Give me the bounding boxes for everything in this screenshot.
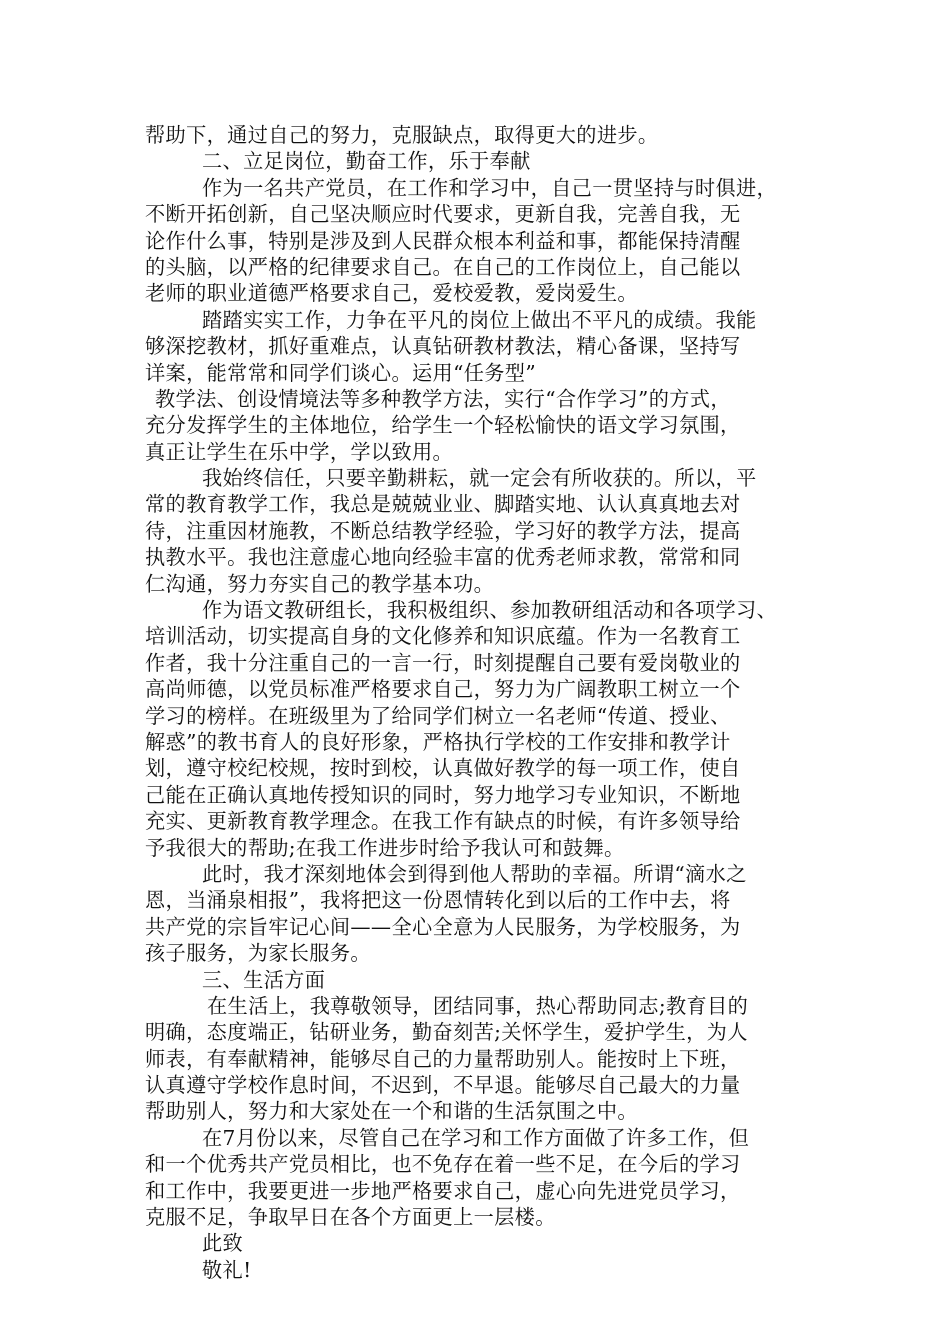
text-line: 老师的职业道德严格要求自己，爱校爱教，爱岗爱生。 <box>145 281 638 306</box>
text-line: 真正让学生在乐中学，学以致用。 <box>145 439 454 464</box>
text-line: 在生活上，我尊敬领导，团结同事，热心帮助同志;教育目的 <box>207 993 749 1018</box>
text-line: 执教水平。我也注意虚心地向经验丰富的优秀老师求教，常常和同 <box>145 545 741 570</box>
text-line: 作者，我十分注重自己的一言一行，时刻提醒自己要有爱岗敬业的 <box>145 650 741 675</box>
text-line: 待，注重因材施教，不断总结教学经验，学习好的教学方法，提高 <box>145 518 741 543</box>
text-line: 的头脑，以严格的纪律要求自己。在自己的工作岗位上，自己能以 <box>145 254 741 279</box>
text-line: 够深挖教材，抓好重难点，认真钻研教材教法，精心备课，坚持写 <box>145 334 741 359</box>
text-line: 己能在正确认真地传授知识的同时，努力地学习专业知识，不断地 <box>145 782 741 807</box>
text-line: 帮助别人，努力和大家处在一个和谐的生活氛围之中。 <box>145 1099 638 1124</box>
text-line: 高尚师德，以党员标准严格要求自己，努力为广阔教职工树立一个 <box>145 677 741 702</box>
text-line: 此时，我才深刻地体会到得到他人帮助的幸福。所谓“滴水之 <box>202 861 747 886</box>
text-line: 作为一名共产党员，在工作和学习中，自己一贯坚持与时俱进， <box>202 175 778 200</box>
text-line: 不断开拓创新，自己坚决顺应时代要求，更新自我，完善自我，无 <box>145 202 741 227</box>
text-line: 常的教育教学工作，我总是兢兢业业、脚踏实地、认认真真地去对 <box>145 492 741 517</box>
text-line: 予我很大的帮助;在我工作进步时给予我认可和鼓舞。 <box>145 835 625 860</box>
text-line: 仁沟通，努力夯实自己的教学基本功。 <box>145 571 495 596</box>
text-line: 教学法、创设情境法等多种教学方法，实行“合作学习”的方式， <box>155 386 731 411</box>
text-line: 详案，能常常和同学们谈心。运用“任务型” <box>145 360 537 385</box>
text-line: 作为语文教研组长，我积极组织、参加教研组活动和各项学习、 <box>202 598 778 623</box>
text-line: 共产党的宗旨牢记心间——全心全意为人民服务，为学校服务，为 <box>145 914 741 939</box>
text-line: 踏踏实实工作，力争在平凡的岗位上做出不平凡的成绩。我能 <box>202 307 757 332</box>
text-line: 充分发挥学生的主体地位，给学生一个轻松愉快的语文学习氛围， <box>145 413 741 438</box>
text-line: 敬礼! <box>202 1257 252 1282</box>
text-line: 二、立足岗位，勤奋工作，乐于奉献 <box>202 149 531 174</box>
text-line: 解惑”的教书育人的良好形象，严格执行学校的工作安排和教学计 <box>145 729 731 754</box>
text-line: 恩，当涌泉相报”，我将把这一份恩情转化到以后的工作中去，将 <box>145 888 731 913</box>
text-line: 认真遵守学校作息时间，不迟到，不早退。能够尽自己最大的力量 <box>145 1073 741 1098</box>
text-line: 我始终信任，只要辛勤耕耘，就一定会有所收获的。所以，平 <box>202 466 757 491</box>
text-line: 论作什么事，特别是涉及到人民群众根本利益和事，都能保持清醒 <box>145 228 741 253</box>
text-line: 此致 <box>202 1231 244 1256</box>
document-page <box>145 122 825 1283</box>
text-line: 孩子服务，为家长服务。 <box>145 941 371 966</box>
text-line: 学习的榜样。在班级里为了给同学们树立一名老师“传道、授业、 <box>145 703 731 728</box>
text-line: 和一个优秀共产党员相比，也不免存在着一些不足，在今后的学习 <box>145 1152 741 1177</box>
text-line: 充实、更新教育教学理念。在我工作有缺点的时候，有许多领导给 <box>145 809 741 834</box>
text-line: 培训活动，切实提高自身的文化修养和知识底蕴。作为一名教育工 <box>145 624 741 649</box>
text-line: 在7月份以来，尽管自己在学习和工作方面做了许多工作，但 <box>202 1125 750 1150</box>
text-line: 师表，有奉献精神，能够尽自己的力量帮助别人。能按时上下班， <box>145 1046 741 1071</box>
text-line: 明确，态度端正，钻研业务，勤奋刻苦;关怀学生，爱护学生，为人 <box>145 1020 748 1045</box>
text-line: 划，遵守校纪校规，按时到校，认真做好教学的每一项工作，使自 <box>145 756 741 781</box>
text-line: 和工作中，我要更进一步地严格要求自己，虚心向先进党员学习， <box>145 1178 741 1203</box>
text-line: 克服不足，争取早日在各个方面更上一层楼。 <box>145 1205 556 1230</box>
text-line: 三、生活方面 <box>202 967 326 992</box>
text-line: 帮助下，通过自己的努力，克服缺点，取得更大的进步。 <box>145 123 659 147</box>
